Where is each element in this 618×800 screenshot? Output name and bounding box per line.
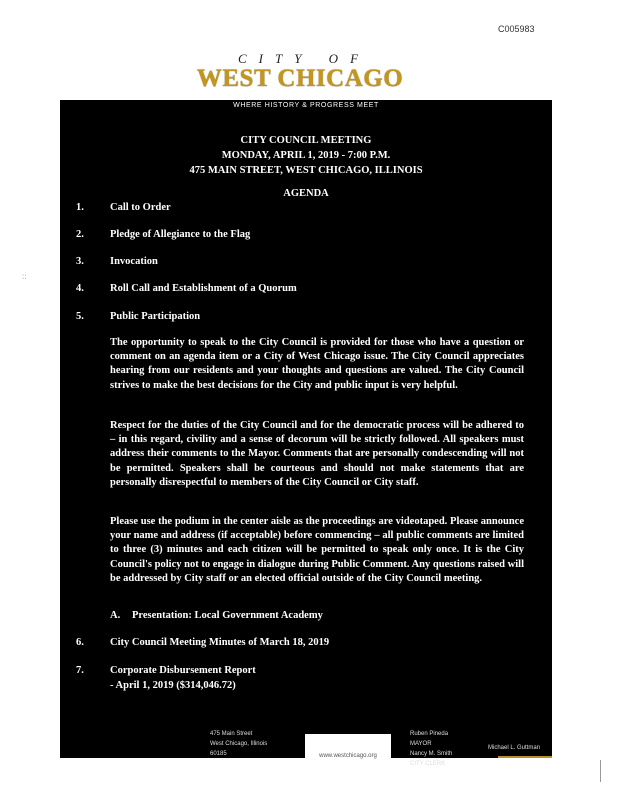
agenda-item-text: Invocation	[110, 256, 158, 267]
scan-artifact: ::	[22, 272, 27, 281]
public-participation-paragraph-1: The opportunity to speak to the City Council is provided for those who have a question or comment on an agenda item or a City of West Chicago issue. The City Council appreciates hearing from our residents and your thoughts and questions are valued. The City Council strives to make the best decisions for the City and public input is very helpful.	[110, 337, 524, 391]
agenda-item	[76, 256, 158, 267]
agenda-subitem	[110, 610, 323, 621]
footer-address-line: 475 Main Street	[210, 731, 253, 737]
public-participation-paragraph-2: Respect for the duties of the City Council and for the democratic process will be adhered to – in this regard, civility and a sense of decorum will be strictly followed. All speakers must address their comments to the Mayor. Comments that are personally condescending will not be permitted. Speakers shall be courteous and should not make statements that are personally disrespectful to members of the City Council or City staff.	[110, 420, 524, 488]
mayor-title: MAYOR	[410, 741, 432, 747]
scan-artifact-line	[600, 760, 601, 782]
footer-address-line: 60185	[210, 751, 227, 757]
meeting-header	[60, 133, 552, 178]
agenda-item	[76, 202, 171, 213]
agenda-item-text: City Council Meeting Minutes of March 18, 2019	[110, 637, 330, 648]
meeting-date: MONDAY, APRIL 1, 2019 - 7:00 P.M.	[221, 150, 391, 161]
official-name: Michael L. Guttman	[488, 745, 541, 751]
agenda-item-number: 6.	[76, 637, 84, 648]
logo-west-chicago: WEST CHICAGO	[196, 65, 404, 92]
city-logo	[0, 52, 600, 92]
agenda-item	[76, 283, 297, 294]
agenda-item-number: 3.	[76, 256, 84, 267]
agenda-title: AGENDA	[283, 188, 329, 199]
footer-officials	[410, 729, 452, 769]
clerk-name: Nancy M. Smith	[410, 751, 453, 757]
agenda-item-number: 7.	[76, 665, 84, 676]
logo-tagline: WHERE HISTORY & PROGRESS MEET	[233, 102, 379, 109]
document-id: C005983	[498, 24, 535, 34]
agenda-item-text: Corporate Disbursement Report	[110, 665, 256, 676]
agenda-item	[76, 311, 200, 322]
footer-official-3	[488, 743, 540, 753]
agenda-item-text: Roll Call and Establishment of a Quorum	[110, 283, 297, 294]
meeting-title: CITY COUNCIL MEETING	[240, 135, 372, 146]
clerk-title: CITY CLERK	[410, 761, 446, 767]
agenda-item	[76, 637, 329, 648]
agenda-page	[60, 100, 552, 767]
agenda-item-number: 5.	[76, 311, 84, 322]
footer-address	[210, 729, 267, 759]
footer-accent-bar	[498, 756, 552, 758]
agenda-item	[76, 665, 256, 676]
footer-website[interactable]: www.westchicago.org	[305, 734, 391, 758]
agenda-subitem-text: Presentation: Local Government Academy	[132, 610, 323, 621]
page-footer	[60, 725, 552, 767]
mayor-name: Ruben Pineda	[410, 731, 449, 737]
agenda-item	[76, 229, 250, 240]
agenda-item-detail: - April 1, 2019 ($314,046.72)	[110, 680, 236, 691]
agenda-item-number: 1.	[76, 202, 84, 213]
agenda-item-text: Public Participation	[110, 311, 201, 322]
agenda-item-number: 2.	[76, 229, 84, 240]
agenda-subitem-letter: A.	[110, 610, 121, 621]
agenda-item-text: Call to Order	[110, 202, 171, 213]
public-participation-paragraph-3: Please use the podium in the center aisle as the proceedings are videotaped. Please announce your name and address (if acceptable) before commencing – all public comments are limited to three (3) minutes and each citizen will be permitted to speak only once. It is the City Council's policy not to engage in dialogue during Public Comment. Any questions raised will be addressed by City staff or an elected official outside of the City Council meeting.	[110, 516, 524, 584]
meeting-address: 475 MAIN STREET, WEST CHICAGO, ILLINOIS	[189, 165, 423, 176]
agenda-item-number: 4.	[76, 283, 84, 294]
agenda-item-text: Pledge of Allegiance to the Flag	[110, 229, 251, 240]
logo-city-of: CITY OF	[237, 51, 371, 66]
footer-address-line: West Chicago, Illinois	[210, 741, 268, 747]
